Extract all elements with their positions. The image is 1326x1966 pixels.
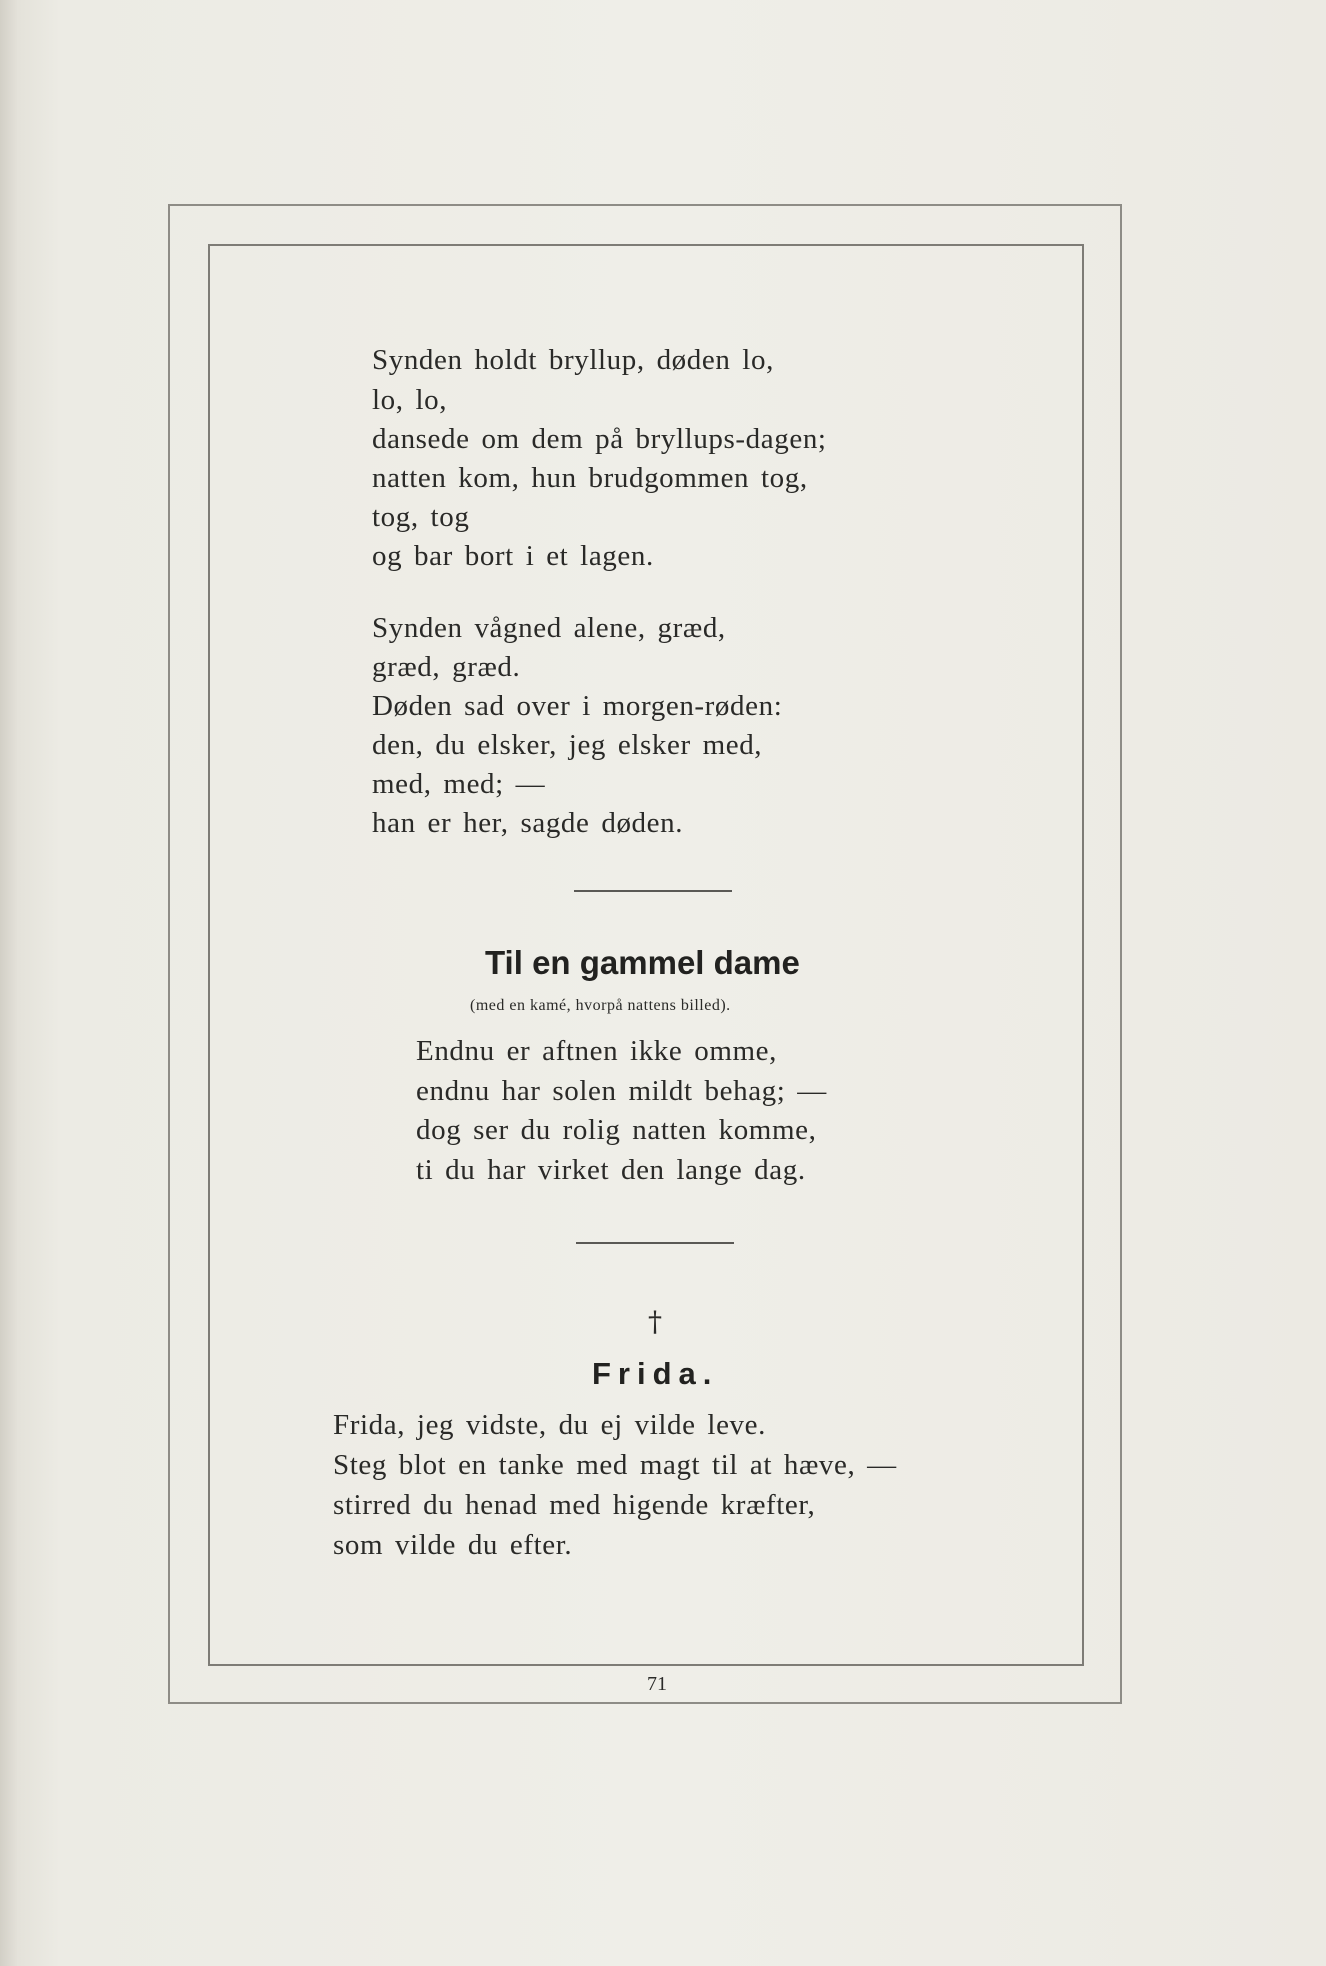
- poem3-line-2: Steg blot en tanke med magt til at hæve, —: [333, 1449, 897, 1481]
- poem3-line-1: Frida, jeg vidste, du ej vilde leve.: [333, 1409, 766, 1441]
- stanza2-line-4: den, du elsker, jeg elsker med,: [372, 729, 763, 761]
- page-number: 71: [647, 1673, 667, 1695]
- stanza1-line-3: dansede om dem på bryllups-dagen;: [372, 423, 827, 455]
- stanza2-line-5: med, med; —: [372, 768, 546, 800]
- stanza1-line-6: og bar bort i et lagen.: [372, 540, 654, 572]
- poem3-line-4: som vilde du efter.: [333, 1529, 573, 1561]
- stanza2-line-6: han er her, sagde døden.: [372, 807, 684, 839]
- poem2-line-2: endnu har solen mildt behag; —: [416, 1075, 827, 1107]
- poem2-line-1: Endnu er aftnen ikke omme,: [416, 1035, 777, 1067]
- stanza1-line-2: lo, lo,: [372, 384, 448, 416]
- section-divider-1: [574, 890, 732, 892]
- poem2-line-3: dog ser du rolig natten komme,: [416, 1114, 817, 1146]
- stanza2-line-2: græd, græd.: [372, 651, 521, 683]
- stanza1-line-5: tog, tog: [372, 501, 470, 533]
- stanza2-line-3: Døden sad over i morgen-røden:: [372, 690, 783, 722]
- stanza1-line-1: Synden holdt bryllup, døden lo,: [372, 344, 774, 376]
- poem2-title: Til en gammel dame: [485, 944, 800, 981]
- stanza1-line-4: natten kom, hun brudgommen tog,: [372, 462, 808, 494]
- stanza2-line-1: Synden vågned alene, græd,: [372, 612, 726, 644]
- poem2-subtitle: (med en kamé, hvorpå nattens billed).: [470, 997, 731, 1014]
- poem3-title: Frida.: [592, 1356, 719, 1391]
- cross-icon: †: [648, 1305, 662, 1338]
- section-divider-2: [576, 1242, 734, 1244]
- poem3-line-3: stirred du henad med higende kræfter,: [333, 1489, 816, 1521]
- poem2-line-4: ti du har virket den lange dag.: [416, 1154, 806, 1186]
